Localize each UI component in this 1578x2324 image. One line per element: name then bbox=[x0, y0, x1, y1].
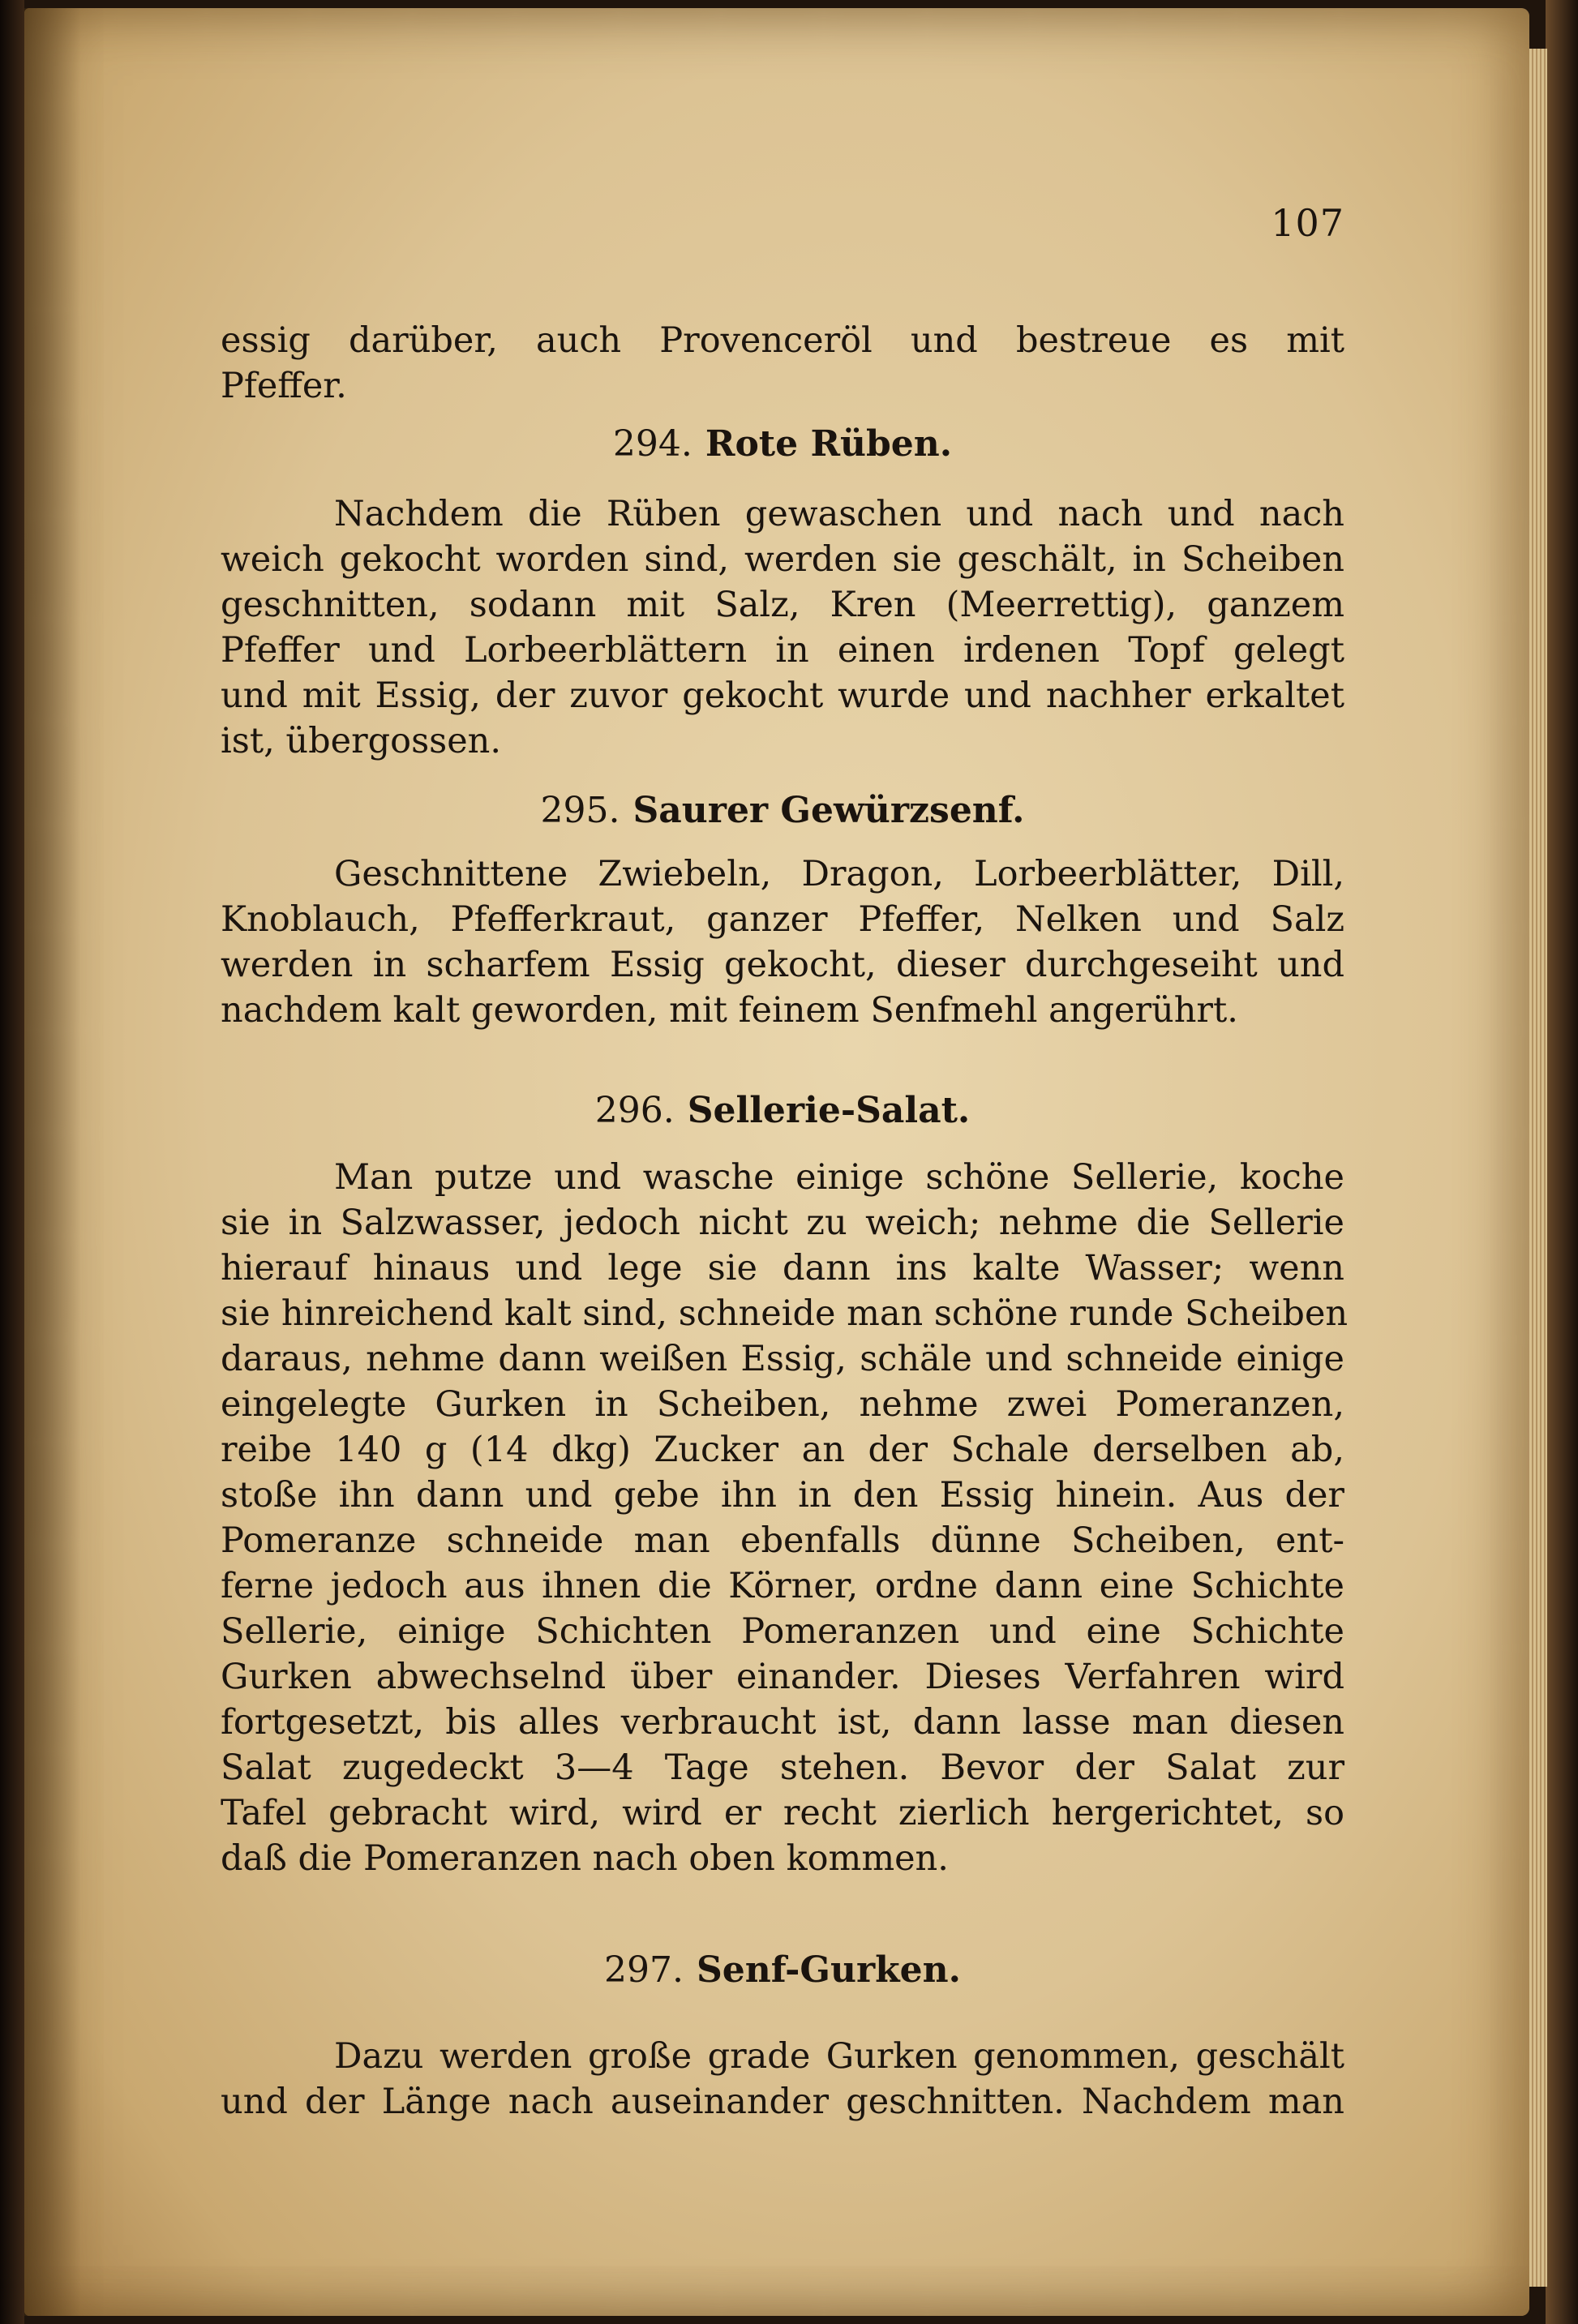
text-line: Nachdem die Rüben gewaschen und nach und nach bbox=[334, 494, 1344, 534]
text-line: essig darüber, auch Provenceröl und bestreue es mit bbox=[221, 320, 1344, 361]
text-line: weich gekocht worden sind, werden sie geschält, in Scheiben bbox=[221, 539, 1344, 580]
recipe-number: 297. bbox=[604, 1949, 684, 1991]
text-line: nachdem kalt geworden, mit feinem Senfmehl angerührt. bbox=[221, 990, 1238, 1031]
text-line: ist, übergossen. bbox=[221, 721, 502, 761]
text-line: Salat zugedeckt 3—4 Tage stehen. Bevor der Salat zur bbox=[221, 1747, 1344, 1788]
text-line: Knoblauch, Pfefferkraut, ganzer Pfeffer, Nelken und Salz bbox=[221, 899, 1344, 940]
text-line: werden in scharfem Essig gekocht, dieser durchgeseiht und bbox=[221, 945, 1344, 985]
text-line: Gurken abwechselnd über einander. Dieses Verfahren wird bbox=[221, 1657, 1344, 1697]
text-line: Geschnittene Zwiebeln, Dragon, Lorbeerblätter, Dill, bbox=[334, 854, 1344, 894]
spine-shadow bbox=[24, 8, 81, 2316]
recipe-number: 295. bbox=[540, 790, 620, 831]
recipe-heading-294 bbox=[221, 420, 1344, 469]
page-edges bbox=[1529, 49, 1547, 2287]
text-line: Tafel gebracht wird, wird er recht zierlich hergerichtet, so bbox=[221, 1793, 1344, 1833]
recipe-heading-295 bbox=[221, 787, 1344, 835]
text-line: Man putze und wasche einige schöne Sellerie, koche bbox=[334, 1157, 1344, 1198]
text-line: ferne jedoch aus ihnen die Körner, ordne dann eine Schichte bbox=[221, 1566, 1344, 1606]
text-line: reibe 140 g (14 dkg) Zucker an der Schale derselben ab, bbox=[221, 1430, 1344, 1470]
page-number: 107 bbox=[1271, 201, 1344, 245]
text-line: Sellerie, einige Schichten Pomeranzen und eine Schichte bbox=[221, 1611, 1344, 1652]
recipe-heading-297 bbox=[221, 1946, 1344, 1995]
text-line: Pomeranze schneide man ebenfalls dünne Scheiben, ent- bbox=[221, 1520, 1344, 1561]
recipe-title: Saurer Gewürzsenf. bbox=[632, 790, 1025, 831]
text-line: Dazu werden große grade Gurken genommen, geschält bbox=[334, 2036, 1344, 2077]
text-line: Pfeffer. bbox=[221, 366, 347, 406]
book-cover-left bbox=[0, 0, 24, 2324]
recipe-heading-296 bbox=[221, 1087, 1344, 1135]
recipe-title: Senf-Gurken. bbox=[697, 1949, 961, 1991]
recipe-title: Sellerie-Salat. bbox=[687, 1090, 971, 1131]
text-line: eingelegte Gurken in Scheiben, nehme zwei Pomeranzen, bbox=[221, 1384, 1344, 1425]
text-line: und mit Essig, der zuvor gekocht wurde und nachher erkaltet bbox=[221, 675, 1344, 716]
recipe-number: 294. bbox=[612, 423, 693, 465]
book-cover-right bbox=[1546, 0, 1578, 2324]
text-line: und der Länge nach auseinander geschnitten. Nachdem man bbox=[221, 2082, 1344, 2122]
text-line: daraus, nehme dann weißen Essig, schäle und schneide einige bbox=[221, 1339, 1344, 1379]
text-line: hierauf hinaus und lege sie dann ins kalte Wasser; wenn bbox=[221, 1248, 1344, 1288]
text-line: daß die Pomeranzen nach oben kommen. bbox=[221, 1838, 949, 1879]
recipe-number: 296. bbox=[594, 1090, 675, 1131]
text-line: fortgesetzt, bis alles verbraucht ist, dann lasse man diesen bbox=[221, 1702, 1344, 1743]
text-line: stoße ihn dann und gebe ihn in den Essig hinein. Aus der bbox=[221, 1475, 1344, 1516]
text-line: sie hinreichend kalt sind, schneide man schöne runde Scheiben bbox=[221, 1293, 1349, 1334]
recipe-title: Rote Rüben. bbox=[705, 423, 953, 465]
text-line: Pfeffer und Lorbeerblättern in einen irdenen Topf gelegt bbox=[221, 630, 1344, 671]
text-line: sie in Salzwasser, jedoch nicht zu weich; nehme die Sellerie bbox=[221, 1203, 1344, 1243]
text-line: geschnitten, sodann mit Salz, Kren (Meerrettig), ganzem bbox=[221, 585, 1344, 625]
